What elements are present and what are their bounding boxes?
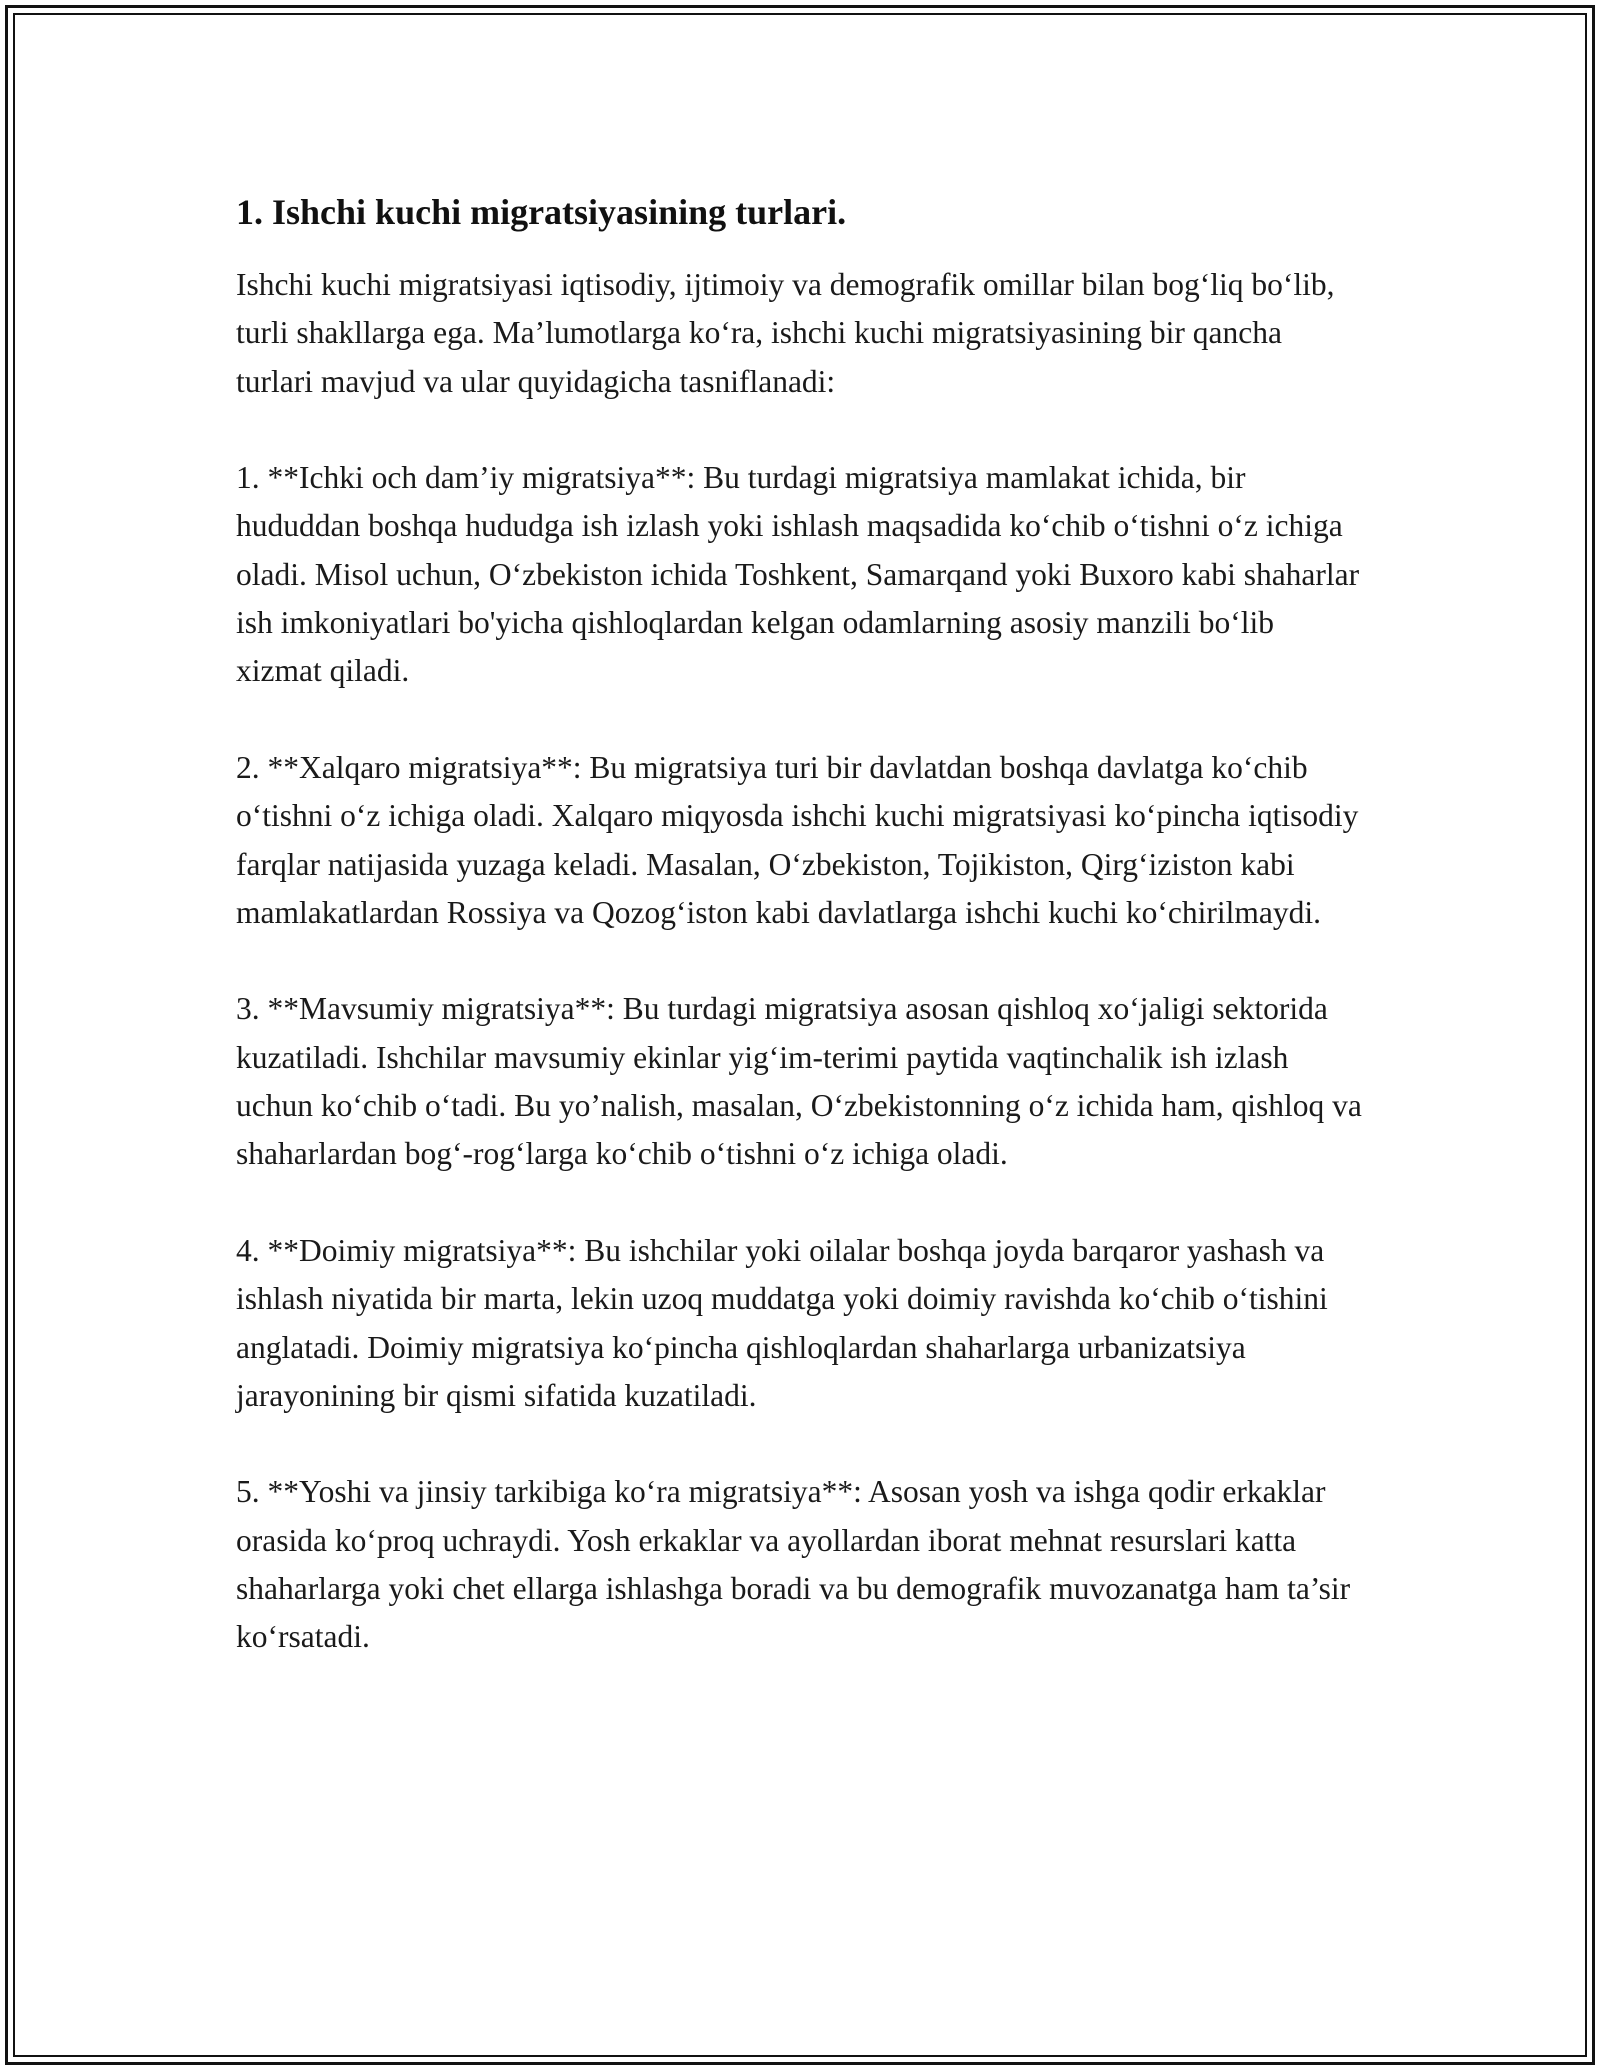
list-item-permanent-migration: 4. **Doimiy migratsiya**: Bu ishchilar yoki oilalar boshqa joyda barqaror yashash va ishlash niyatida bir marta, lekin uzoq muddatga yoki doimiy ravishda ko‘chib o‘tishini anglatadi. Doimiy migratsiya ko‘pincha qishloqlardan shaharlarga urbanizatsiya jarayonining bir qismi sifatida kuzatiladi. xyxy=(236,1232,1328,1413)
document-body xyxy=(236,188,1366,1710)
intro-paragraph: Ishchi kuchi migratsiyasi iqtisodiy, ijtimoiy va demografik omillar bilan bog‘liq bo‘lib, turli shakllarga ega. Ma’lumotlarga ko‘ra, ishchi kuchi migratsiyasining bir qancha turlari mavjud va ular quyidagicha tasniflanadi: xyxy=(236,267,1335,399)
list-item-internal-migration: 1. **Ichki och dam’iy migratsiya**: Bu turdagi migratsiya mamlakat ichida, bir hududdan boshqa hududga ish izlash yoki ishlash maqsadida ko‘chib o‘tishni o‘z ichiga oladi. Misol uchun, O‘zbekiston ichida Toshkent, Samarqand yoki Buxoro kabi shaharlar ish imkoniyatlari bo'yicha qishloqlardan kelgan odamlarning asosiy manzili bo‘lib xizmat qiladi. xyxy=(236,460,1360,689)
list-item-age-gender-migration: 5. **Yoshi va jinsiy tarkibiga ko‘ra migratsiya**: Asosan yosh va ishga qodir erkaklar orasida ko‘proq uchraydi. Yosh erkaklar va ayollardan iborat mehnat resurslari katta shaharlarga yoki chet ellarga ishlashga boradi va bu demografik muvozanatga ham ta’sir ko‘rsatadi. xyxy=(236,1474,1351,1655)
list-item-international-migration: 2. **Xalqaro migratsiya**: Bu migratsiya turi bir davlatdan boshqa davlatga ko‘chib o‘tishni o‘z ichiga oladi. Xalqaro miqyosda ishchi kuchi migratsiyasi ko‘pincha iqtisodiy farqlar natijasida yuzaga keladi. Masalan, O‘zbekiston, Tojikiston, Qirg‘iziston kabi mamlakatlardan Rossiya va Qozog‘iston kabi davlatlarga ishchi kuchi ko‘chirilmaydi. xyxy=(236,749,1359,930)
section-title: 1. Ishchi kuchi migratsiyasining turlari. xyxy=(236,192,847,232)
list-item-seasonal-migration: 3. **Mavsumiy migratsiya**: Bu turdagi migratsiya asosan qishloq xo‘jaligi sektorida kuzatiladi. Ishchilar mavsumiy ekinlar yig‘im-terimi paytida vaqtinchalik ish izlash uchun ko‘chib o‘tadi. Bu yo’nalish, masalan, O‘zbekistonning o‘z ichida ham, qishloq va shaharlardan bog‘-rog‘larga ko‘chib o‘tishni o‘z ichiga oladi. xyxy=(236,991,1362,1172)
